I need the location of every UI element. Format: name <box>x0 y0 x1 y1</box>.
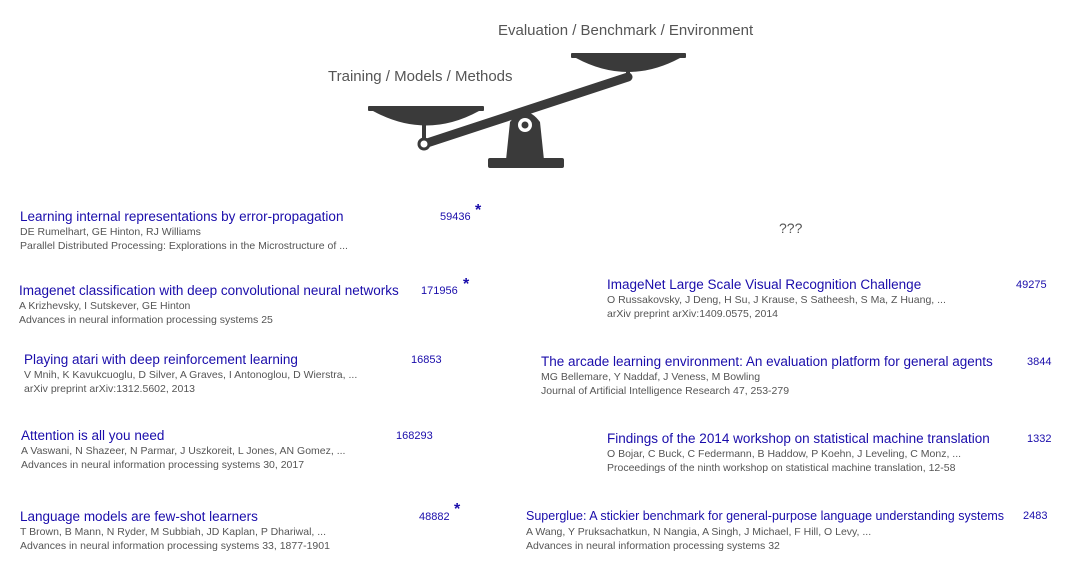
citation-count[interactable]: 3844 <box>1027 356 1052 368</box>
citation-count[interactable]: 168293 <box>396 430 433 442</box>
paper-authors: DE Rumelhart, GE Hinton, RJ Williams <box>20 226 201 238</box>
paper-entry-right-1 <box>607 276 946 321</box>
paper-authors: O Bojar, C Buck, C Federmann, B Haddow, P Koehn, J Leveling, C Monz, ... <box>607 448 962 460</box>
paper-venue: Parallel Distributed Processing: Explorations in the Microstructure of ... <box>20 240 348 252</box>
unknown-benchmark-placeholder: ??? <box>779 220 803 236</box>
paper-title-link[interactable]: ImageNet Large Scale Visual Recognition Challenge <box>607 277 922 292</box>
paper-venue: Advances in neural information processing systems 30, 2017 <box>21 459 305 471</box>
star-marker: * <box>454 501 461 518</box>
citation-count[interactable]: 171956 <box>421 285 458 297</box>
citation-count[interactable]: 16853 <box>411 354 442 366</box>
paper-entry-left-5 <box>20 508 330 553</box>
star-marker: * <box>475 202 482 219</box>
paper-entry-left-1 <box>20 208 348 253</box>
paper-title-link[interactable]: Playing atari with deep reinforcement learning <box>24 352 298 367</box>
paper-authors: MG Bellemare, Y Naddaf, J Veness, M Bowling <box>541 371 761 383</box>
paper-venue: Proceedings of the ninth workshop on statistical machine translation, 12-58 <box>607 462 956 474</box>
paper-authors: V Mnih, K Kavukcuoglu, D Silver, A Graves, I Antonoglou, D Wierstra, ... <box>24 369 358 381</box>
citation-count[interactable]: 48882 <box>419 511 450 523</box>
paper-entry-right-2 <box>541 353 993 398</box>
paper-title-link[interactable]: The arcade learning environment: An evaluation platform for general agents <box>541 354 993 369</box>
paper-title-link[interactable]: Imagenet classification with deep convolutional neural networks <box>19 283 399 298</box>
paper-venue: Journal of Artificial Intelligence Research 47, 253-279 <box>541 385 790 397</box>
paper-title-link[interactable]: Language models are few-shot learners <box>20 509 258 524</box>
paper-venue: Advances in neural information processing systems 25 <box>19 314 273 326</box>
star-marker: * <box>463 276 470 293</box>
paper-authors: T Brown, B Mann, N Ryder, M Subbiah, JD Kaplan, P Dhariwal, ... <box>20 526 326 538</box>
paper-entry-left-2 <box>19 282 399 327</box>
paper-venue: arXiv preprint arXiv:1312.5602, 2013 <box>24 383 196 395</box>
paper-authors: A Krizhevsky, I Sutskever, GE Hinton <box>19 300 191 312</box>
paper-venue: arXiv preprint arXiv:1409.0575, 2014 <box>607 308 779 320</box>
balance-scale-icon <box>360 50 690 172</box>
paper-title-link[interactable]: Superglue: A stickier benchmark for general-purpose language understanding systems <box>526 509 1005 523</box>
paper-title-link[interactable]: Attention is all you need <box>21 428 165 443</box>
paper-entry-left-4 <box>21 427 345 472</box>
paper-entry-right-3 <box>607 430 990 475</box>
paper-title-link[interactable]: Findings of the 2014 workshop on statistical machine translation <box>607 431 990 446</box>
paper-title-link[interactable]: Learning internal representations by error-propagation <box>20 209 344 224</box>
paper-authors: O Russakovsky, J Deng, H Su, J Krause, S Satheesh, S Ma, Z Huang, ... <box>607 294 946 306</box>
paper-authors: A Wang, Y Pruksachatkun, N Nangia, A Singh, J Michael, F Hill, O Levy, ... <box>526 526 872 538</box>
heading-evaluation: Evaluation / Benchmark / Environment <box>498 22 754 39</box>
citation-count[interactable]: 59436 <box>440 211 471 223</box>
paper-venue: Advances in neural information processing systems 33, 1877-1901 <box>20 540 330 552</box>
paper-entry-right-4 <box>526 508 1004 553</box>
citation-count[interactable]: 1332 <box>1027 433 1052 445</box>
paper-venue: Advances in neural information processing systems 32 <box>526 540 780 552</box>
heading-training: Training / Models / Methods <box>328 68 513 85</box>
citation-count[interactable]: 49275 <box>1016 279 1047 291</box>
citation-count[interactable]: 2483 <box>1023 510 1048 522</box>
paper-entry-left-3 <box>24 351 357 396</box>
paper-authors: A Vaswani, N Shazeer, N Parmar, J Uszkoreit, L Jones, AN Gomez, ... <box>21 445 346 457</box>
